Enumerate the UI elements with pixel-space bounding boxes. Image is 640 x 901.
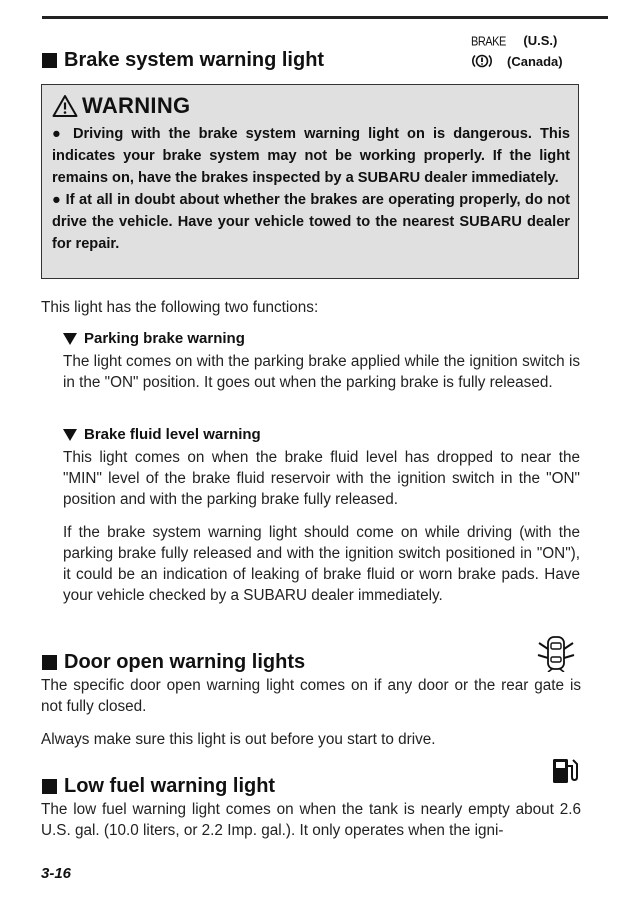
brake-section-title-text: Brake system warning light <box>64 49 325 71</box>
down-triangle-icon <box>63 333 77 345</box>
warning-bullet-1: ● Driving with the brake system warning light on is dangerous. This indicates your brake system may not be working properly. If the light remains on, have the brakes inspected by a SUBARU dealer immediately. <box>52 126 570 186</box>
section-bullet-square <box>42 655 57 670</box>
parking-brake-heading-text: Parking brake warning <box>84 330 245 347</box>
down-triangle-icon <box>63 429 77 441</box>
parking-brake-text: The light comes on with the parking brake applied while the ignition switch is in the "ON" position. It goes out when the parking brake is fully released. <box>63 353 580 391</box>
fluid-level-heading <box>63 426 261 443</box>
warning-text <box>52 123 570 255</box>
fluid-level-heading-text: Brake fluid level warning <box>84 426 261 443</box>
door-section-title-text: Door open warning lights <box>64 651 306 673</box>
brake-indicator-word: BRAKE <box>471 35 506 49</box>
fuel-text: The low fuel warning light comes on when the tank is nearly empty about 2.6 U.S. gal. (10.0 liters, or 2.2 Imp. gal.). It only operates when the igni- <box>41 801 581 839</box>
warning-header <box>52 93 190 119</box>
door-text-1: The specific door open warning light comes on if any door or the rear gate is not fully closed. <box>41 677 581 715</box>
door-section-title <box>42 651 305 674</box>
section-bullet-square <box>42 779 57 794</box>
brake-indicator-us-label: (U.S.) <box>523 33 558 48</box>
fuel-section-title <box>42 775 275 798</box>
brake-indicator-canada-label: (Canada) <box>507 53 563 69</box>
warning-box <box>41 84 579 279</box>
warning-bullet-2: ● If at all in doubt about whether the brakes are operating properly, do not drive the vehicle. Have your vehicle towed to the nearest SUBARU dealer for repair. <box>52 192 570 252</box>
warning-triangle-icon <box>52 94 78 118</box>
door-text-2: Always make sure this light is out before you start to drive. <box>41 731 436 748</box>
brake-warning-circle-icon <box>471 53 493 69</box>
fuel-pump-icon <box>551 757 579 785</box>
page-number: 3-16 <box>41 865 72 882</box>
warning-title: WARNING <box>82 93 191 118</box>
fuel-section-title-text: Low fuel warning light <box>64 775 276 797</box>
section-bullet-square <box>42 53 57 68</box>
driving-note: If the brake system warning light should come on while driving (with the parking brake fully released and with the ignition switch positioned in "ON"), it could be an indication of leaking of brake fluid or worn brake pads. Have your vehicle checked by a SUBARU dealer immediately. <box>63 524 580 604</box>
door-open-icon <box>534 634 578 672</box>
brake-section-title <box>42 49 324 72</box>
brake-indicator-canada <box>471 53 563 69</box>
top-rule <box>42 16 608 19</box>
brake-indicator-us <box>471 33 557 48</box>
fluid-level-text: This light comes on when the brake fluid level has dropped to near the "MIN" level of the brake fluid reservoir with the ignition switch in the "ON" position and with the parking brake fully released. <box>63 449 580 508</box>
parking-brake-heading <box>63 330 245 347</box>
functions-intro: This light has the following two functions: <box>41 299 319 316</box>
